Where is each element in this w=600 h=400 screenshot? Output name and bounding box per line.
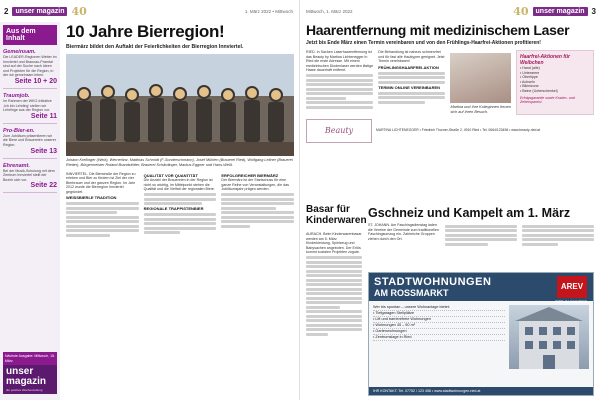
ad-subtitle: AM ROSSMARKT	[374, 288, 449, 298]
article-column	[445, 223, 517, 247]
article-column: ST. JOHANN. Am Faschingsdienstag laden die Vereine der Gemeinde zum traditionellen Faschingsumzug ein. Zahlreiche Gruppen ziehen durch den Ort.	[368, 223, 439, 241]
article-subline: Jetzt bis Ende März einen Termin vereinbaren und von den Frühlings-Haarfrei-Aktionen profitieren!	[306, 40, 541, 46]
sidebar-item-text: Im Rahmen der WKO-Initiative ,Ich bin Lehrling' stellen wir Lehrlinge aus der Region vor.	[3, 98, 52, 113]
building-photo	[509, 305, 589, 369]
right-header-date: Mittwoch, 1. März 2022	[306, 8, 353, 14]
article-column: RIED. In Sachen Laserhaarentfernung ist das Beauty by Martina Lichtenegger in Ried die erste Adresse. Mit einem medizinischen Diodenlaser werden lästige Haare dauerhaft entfernt.	[306, 50, 373, 115]
laser-article	[306, 22, 594, 143]
infobox-item: • Unterarme	[519, 70, 540, 75]
magazine-logo: unser magazin	[3, 365, 57, 388]
sidebar-item-head: Traumjob.	[3, 92, 30, 99]
anniversary-mark: 40	[513, 4, 529, 18]
sidebar-item-page: Seite 22	[30, 182, 57, 190]
brand-badge: unser magazin	[533, 7, 588, 16]
beauty-ad-strip	[306, 119, 594, 143]
sidebar-item-head: Ehrenamt.	[3, 162, 30, 169]
basar-article	[306, 204, 367, 226]
left-header-date: 1. März 2022 • Mittwoch	[244, 8, 293, 14]
article-headline: Haarentfernung mit medizinischem Laser	[306, 22, 570, 38]
sidebar-item-text: Zum Jubiläum präsentieren wir die Biere und Brauereien unserer Region.	[3, 133, 56, 147]
sidebar-item-page: Seite 11	[30, 112, 57, 120]
page-number: 3	[591, 6, 596, 16]
article-column	[522, 223, 594, 247]
basar-text: AURACH. Beim Kinderwarenbasar werden am 5. März Kinderkleidung, Spielzeug und Babysachen angeboten. Der Erlös kommt sozialen Projekten zugute.	[306, 232, 362, 337]
article-column: INNVIERTEL. Die Bierstraße der Region zu erleben und Bier zu fördern ist Ziel der vier Bierbrauer und der ganzen Region. Im Jahr 2012 wurde die Bierregion Innviertel gegründet. WEISSBIERLE TRADITION	[66, 172, 139, 239]
ad-contact: IHR KONTAKT: Tel. 07752 / 123 456 • www.stadtwohnungen-ried.at	[369, 387, 593, 395]
group-photo-illustration	[66, 54, 294, 156]
ad-place: RIED IM INNKREIS	[555, 300, 587, 304]
next-issue-note: Nächste Ausgabe: Mittwoch, 15. März	[3, 352, 57, 365]
article-subline: Biermärz bildet den Auftakt der Feierlichkeiten der Bierregion Innviertel.	[66, 44, 244, 50]
infobox-note: Erfolgsgarantie sowie Kosten- und Zeitersparnis!	[519, 95, 575, 104]
article-column: QUALITÄT VOR QUANTITÄT Die Anzahl der Brauereien in der Region ist nicht so wichtig, im Mittelpunkt stehen die Qualität und die Vielfalt der regionalen Biere. REGIONALE TRAPPISTENBIER	[144, 172, 217, 239]
sidebar-item	[3, 49, 57, 89]
brand-badge: unser magazin	[12, 7, 67, 16]
article-body	[306, 50, 594, 115]
infobox-item: • Beine (Unterschenkel)	[519, 88, 558, 93]
infobox-item: • Bikinizone	[519, 84, 539, 89]
arev-logo: AREV	[557, 276, 587, 298]
infobox-item: • Achseln	[519, 79, 535, 84]
magazine-tagline: die positive Wochenzeitung	[3, 388, 57, 394]
promo-infobox	[516, 50, 594, 115]
sidebar-item-text: Die LEADER-Regionen Wetter im Innviertel und Braunau-Pramtal sind auf der Suche nach Ideen und Projekten für die Region, in der wir gemeinsam leben.	[3, 55, 57, 78]
sidebar-item	[3, 93, 57, 124]
ad-feature-list	[373, 305, 505, 369]
article-columns	[66, 172, 294, 239]
ad-feature: • Wohnungen 45 – 90 m²	[373, 323, 505, 329]
page-number: 2	[4, 6, 9, 16]
sidebar-item-page: Seite 13	[30, 147, 57, 155]
ad-title: STADTWOHNUNGEN	[374, 276, 492, 288]
photo-caption: Johann Kreilinger (Weiz), Wernerlinz, Matthias Schmidt (F-Sonderschmann), Josef Mühlen (Brauerei Ried), Wolfgang Leitner (Brauerei Rieder), Bürgermeister Roland Brandstötter, Brauerei Schärdinger, Markus Eggner und Hans-Weiß.	[66, 158, 293, 167]
sidebar-item-page: Seite 10 + 20	[14, 77, 57, 85]
infobox-item: • Oberlippe	[519, 75, 538, 80]
contents-sidebar	[0, 22, 60, 400]
ad-feature: • Gartenwohnungen	[373, 329, 505, 335]
team-photo	[450, 53, 511, 103]
sidebar-item-text: Bei der Musik-Schulung mit dem Zentrum Innviertel stellt der Bezirk sich vor.	[3, 168, 55, 182]
article-column: ERFOLGREICHER BIERMÄRZ Der Biermärz ist der Startschuss für eine ganze Reihe von Veranstaltungen, die das Jubiläumsjahr prägen werden.	[221, 172, 294, 239]
group-photo	[66, 54, 294, 156]
sidebar-item-head: Gemeinsam.	[3, 49, 36, 55]
bierregion-article	[66, 22, 294, 238]
photo-caption: Martina und Ihre Kolleginnen freuen sich auf Ihren Besuch.	[450, 105, 511, 114]
ad-feature: • Zentrumslage in Ried	[373, 335, 505, 341]
ad-header	[369, 273, 593, 304]
article-column	[450, 50, 511, 115]
fasching-headline: Gschneiz und Kampelt am 1. März	[368, 206, 571, 220]
infobox-item: • Hand (alle)	[519, 66, 540, 70]
sidebar-item	[3, 163, 57, 194]
right-running-header	[513, 4, 596, 18]
ad-feature: • Lift und barrierefreie Wohnungen	[373, 317, 505, 323]
ad-feature: Wer bis spontan – unsere Wohnanlage bietet:	[373, 305, 505, 311]
anniversary-mark: 40	[71, 4, 87, 18]
beauty-address: MARTINA LICHTENEGGER • Friedrich Thurner-Straße 2, 4910 Ried • Tel. 0664/123456 • www.beauty-ried.at	[376, 128, 541, 133]
article-column: Die Behandlung ist nahezu schmerzfrei und für fast alle Hauttypen geeignet. Jetzt Termin vereinbaren! FRÜHLINGSHAARFREI-AKTION TERMIN ONLINE VEREINBAREN	[378, 50, 445, 115]
beauty-logo: Beauty	[306, 119, 372, 143]
sidebar-item-head: Pro-Bier-en.	[3, 127, 35, 134]
basar-headline: Basar für Kinderwaren	[306, 204, 367, 226]
magazine-logo-block	[3, 352, 57, 394]
sidebar-title: Aus dem Inhalt	[3, 25, 57, 45]
right-page	[300, 0, 600, 400]
sidebar-item	[3, 128, 57, 159]
article-headline: 10 Jahre Bierregion!	[66, 22, 225, 41]
fasching-article	[368, 206, 594, 247]
left-running-header	[4, 4, 87, 18]
infobox-title: Haarfrei-Aktionen für Weibchen	[519, 54, 570, 66]
stadtwohnungen-ad	[368, 272, 594, 396]
ad-feature: • Tiefgaragen Stellplätze	[373, 311, 505, 317]
